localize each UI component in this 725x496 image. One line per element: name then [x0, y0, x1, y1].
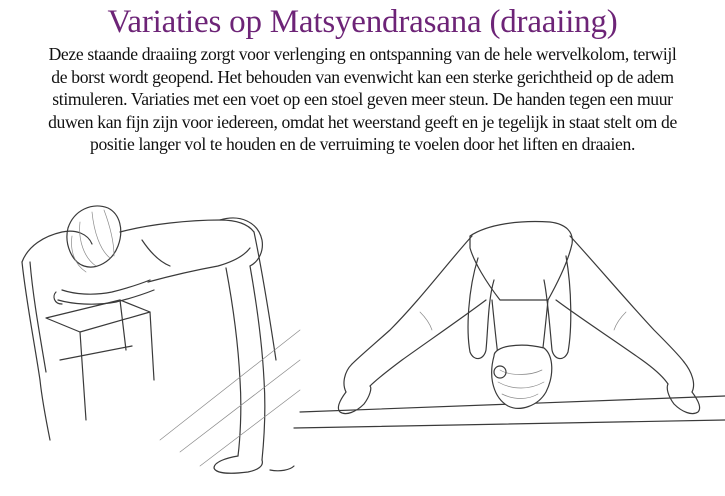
chair-variation-drawing: [22, 206, 300, 473]
paragraph-line: duwen kan fijn zijn voor iedereen, omdat het weerstand geeft en je tegelijk in staat stelt om de: [48, 111, 677, 132]
wide-leg-forward-fold-drawing: [294, 222, 725, 428]
paragraph-line: positie langer vol te houden en de verruiming te voelen door het liften en draaien.: [90, 134, 635, 155]
paragraph-line: Deze staande draaiing zorgt voor verlenging en ontspanning van de hele wervelkolom, terwijl: [48, 44, 677, 64]
paragraph-line: de borst wordt geopend. Het behouden van evenwicht kan een sterke gerichtheid op de adem: [51, 66, 674, 87]
paragraph-line: stimuleren. Variaties met een voet op een stoel geven meer steun. De handen tegen een muur: [52, 89, 673, 110]
page-title: Variaties op Matsyendrasana (draaiing): [107, 4, 618, 40]
